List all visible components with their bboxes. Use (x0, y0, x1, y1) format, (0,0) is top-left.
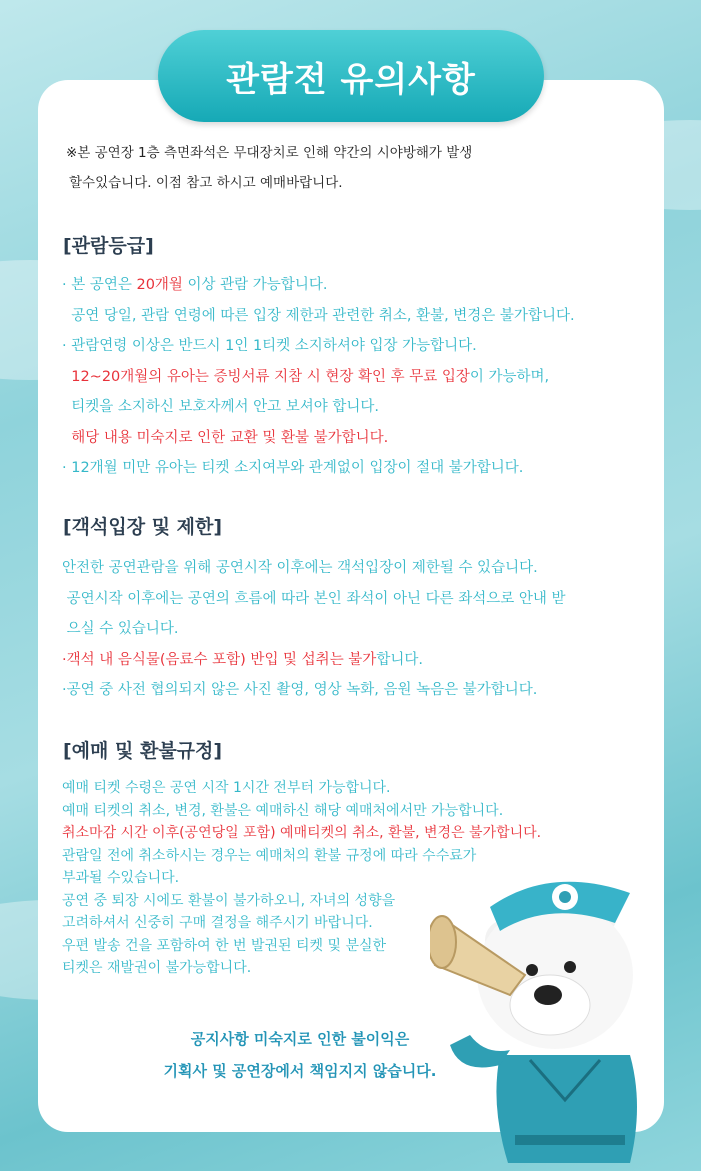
text-line (62, 777, 541, 800)
seating-lines (62, 553, 566, 706)
text-line (62, 584, 566, 615)
footer-line: 공지사항 미숙지로 인한 불이익은 (190, 1030, 410, 1048)
footer-line: 기획사 및 공연장에서 책임지지 않습니다. (163, 1062, 437, 1080)
body-text: 관람일 전에 취소하시는 경우는 예매처의 환불 규정에 따라 수수료가 (62, 847, 477, 864)
text-line (62, 392, 575, 423)
body-text: ·공연 중 사전 협의되지 않은 사진 촬영, 영상 녹화, 음원 녹음은 불가합니다. (62, 682, 538, 698)
section-heading-seating: [객석입장 및 제한] (63, 516, 223, 538)
body-text: · 관람연령 이상은 반드시 1인 1티켓 소지하셔야 입장 가능합니다. (62, 338, 477, 354)
captain-bear-mascot-icon (430, 845, 700, 1171)
text-line (62, 553, 566, 584)
notice-line: 할수있습니다. 이점 참고 하시고 예매바랍니다. (69, 175, 343, 191)
body-text: · 본 공연은 (62, 277, 137, 293)
text-line (62, 301, 575, 332)
body-text: 으실 수 있습니다. (62, 621, 179, 637)
section-heading-refund: [예매 및 환불규정] (63, 740, 223, 762)
body-text: 안전한 공연관람을 위해 공연시작 이후에는 객석입장이 제한될 수 있습니다. (62, 560, 538, 576)
rating-lines (62, 270, 575, 484)
body-text: 예매 티켓 수령은 공연 시작 1시간 전부터 가능합니다. (62, 780, 391, 796)
body-text: 티켓을 소지하신 보호자께서 안고 보셔야 합니다. (62, 399, 380, 415)
body-text: 공연시작 이후에는 공연의 흐름에 따라 본인 좌석이 아닌 다른 좌석으로 안내 받 (62, 590, 566, 607)
body-text: 이 가능하며, (469, 368, 550, 385)
text-line (62, 423, 575, 454)
highlight-text: 취소마감 시간 이후(공연당일 포함) 예매티켓의 취소, 환불, 변경은 불가합니다. (62, 825, 542, 841)
text-line (62, 645, 566, 676)
body-text: 예매 티켓의 취소, 변경, 환불은 예매하신 해당 예매처에서만 가능합니다. (62, 802, 504, 819)
body-text: 공연 당일, 관람 연령에 따른 입장 제한과 관련한 취소, 환불, 변경은 불가합니다. (62, 307, 575, 324)
highlight-text: ·객석 내 음식물(음료수 포함) 반입 및 섭취는 불가 (62, 651, 377, 668)
text-line (62, 614, 566, 645)
text-line (62, 822, 541, 845)
body-text: 티켓은 재발권이 불가능합니다. (62, 960, 252, 976)
body-text: 공연 중 퇴장 시에도 환불이 불가하오니, 자녀의 성향을 (62, 892, 396, 909)
text-line (62, 331, 575, 362)
page-title: 관람전 유의사항 (158, 30, 544, 122)
seat-notice (66, 138, 472, 198)
text-line (62, 800, 541, 823)
body-text: 합니다. (376, 651, 423, 668)
body-text: · 12개월 미만 유아는 티켓 소지여부와 관계없이 입장이 절대 불가합니다. (62, 460, 524, 476)
body-text: 고려하셔서 신중히 구매 결정을 해주시기 바랍니다. (62, 915, 373, 931)
highlight-text: 12~20개월의 유아는 증빙서류 지참 시 현장 확인 후 무료 입장 (62, 368, 470, 385)
highlight-text: 20개월 (136, 277, 183, 293)
highlight-text: 해당 내용 미숙지로 인한 교환 및 환불 불가합니다. (62, 429, 389, 446)
text-line (62, 270, 575, 301)
body-text: 이상 관람 가능합니다. (182, 277, 328, 293)
section-heading-rating: [관람등급] (63, 235, 154, 257)
text-line (62, 675, 566, 706)
notice-line: ※본 공연장 1층 측면좌석은 무대장치로 인해 약간의 시야방해가 발생 (66, 145, 473, 161)
text-line (62, 362, 575, 393)
text-line (62, 453, 575, 484)
body-text: 우편 발송 건을 포함하여 한 번 발권된 티켓 및 분실한 (62, 937, 387, 954)
body-text: 부과될 수있습니다. (62, 870, 180, 886)
